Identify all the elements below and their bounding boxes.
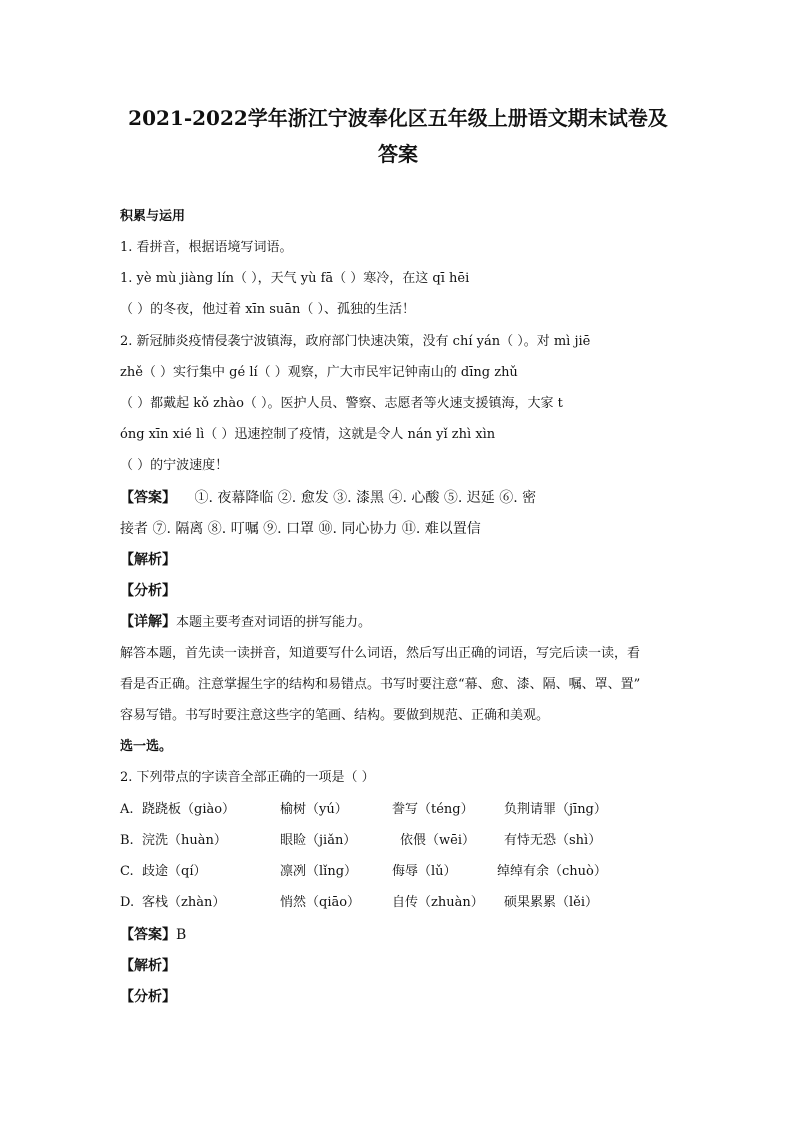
question-1-answer-line2: 接者 ⑦. 隔离 ⑧. 叮嘱 ⑨. 口罩 ⑩. 同心协力 ⑪. 难以置信 [120, 521, 481, 537]
document-title [118, 100, 678, 172]
explanation-line-3: 容易写错。书写时要注意这些字的笔画、结构。要做到规范、正确和美观。 [120, 708, 550, 723]
option-item: 榆树（yú） [280, 802, 348, 817]
title-line-1: 2021-2022学年浙江宁波奉化区五年级上册语文期末试卷及 [128, 106, 668, 130]
analysis-label: 【解析】 [120, 958, 176, 974]
question-1-part2-line5: （ ）的宁波速度！ [120, 458, 229, 473]
answer-label: 【答案】 [120, 927, 176, 943]
explanation-line-1: 解答本题，首先读一读拼音，知道要写什么词语，然后写出正确的词语，写完后读一读，看 [120, 646, 641, 661]
question-2-stem: 2. 下列带点的字读音全部正确的一项是（ ） [120, 770, 375, 785]
option-item: 有恃无恐（shì） [504, 833, 602, 848]
option-label: B. [120, 833, 134, 848]
option-item: 负荆请罪（jīng） [504, 802, 607, 817]
option-item: 绰绰有余（chuò） [497, 864, 607, 879]
question-1-part2-line2: zhě（ ）实行集中 gé lí（ ）观察，广大市民牢记钟南山的 dīng zhǔ [120, 365, 518, 380]
option-label: A. [120, 802, 134, 817]
option-item: 侮辱（lǔ） [392, 864, 457, 879]
breakdown-label: 【分析】 [120, 989, 176, 1005]
option-label: C. [120, 864, 134, 879]
answer-label: 【答案】 [120, 490, 176, 506]
breakdown-label: 【分析】 [120, 583, 176, 599]
detail-label: 【详解】 [120, 614, 176, 630]
detail-line [120, 613, 680, 632]
question-1-part2-line3: （ ）都戴起 kǒ zhào（ ）。医护人员、警察、志愿者等火速支援镇海，大家 t [120, 396, 563, 411]
option-item: 悄然（qiāo） [280, 895, 361, 910]
detail-text: 本题主要考查对词语的拼写能力。 [176, 615, 372, 630]
option-item: 自传（zhuàn） [392, 895, 484, 910]
question-1-part2-line4: óng xīn xié lì（ ）迅速控制了疫情，这就是令人 nán yǐ zhì xìn [120, 427, 496, 442]
section-heading-accumulation: 积累与运用 [120, 209, 186, 224]
question-1-answer-line1 [120, 489, 680, 507]
question-1-part1-line2: （ ）的冬夜，他过着 xīn suān（ ）、孤独的生活！ [120, 302, 416, 317]
question-1-part1-line1: 1. yè mù jiàng lín（ ），天气 yù fā（ ）寒冷，在这 qī hēi [120, 271, 470, 286]
option-item: 硕果累累（lěi） [504, 895, 599, 910]
option-label: D. [120, 895, 135, 910]
option-item: 誊写（téng） [392, 802, 474, 817]
question-1-stem: 1. 看拼音，根据语境写词语。 [120, 240, 293, 255]
section-heading-choose: 选一选。 [120, 739, 173, 754]
analysis-label: 【解析】 [120, 552, 176, 568]
option-item: 依偎（wēi） [400, 833, 475, 848]
question-1-part2-line1: 2. 新冠肺炎疫情侵袭宁波镇海，政府部门快速决策，没有 chí yán（ ）。对 mì jiē [120, 334, 591, 349]
option-item: 眼睑（jiǎn） [280, 833, 357, 848]
answer-text: B [176, 927, 187, 943]
option-item: 浣洗（huàn） [142, 833, 227, 848]
question-2-answer [120, 926, 680, 944]
option-item: 歧途（qí） [142, 864, 207, 879]
option-item: 凛冽（lǐng） [280, 864, 358, 879]
explanation-line-2: 看是否正确。注意掌握生字的结构和易错点。书写时要注意“幕、愈、漆、隔、嘱、罩、置” [120, 677, 641, 692]
option-item: 跷跷板（giào） [142, 802, 236, 817]
option-item: 客栈（zhàn） [142, 895, 226, 910]
answer-text: ①. 夜幕降临 ②. 愈发 ③. 漆黑 ④. 心酸 ⑤. 迟延 ⑥. 密 [194, 490, 537, 506]
title-line-2: 答案 [378, 142, 418, 166]
